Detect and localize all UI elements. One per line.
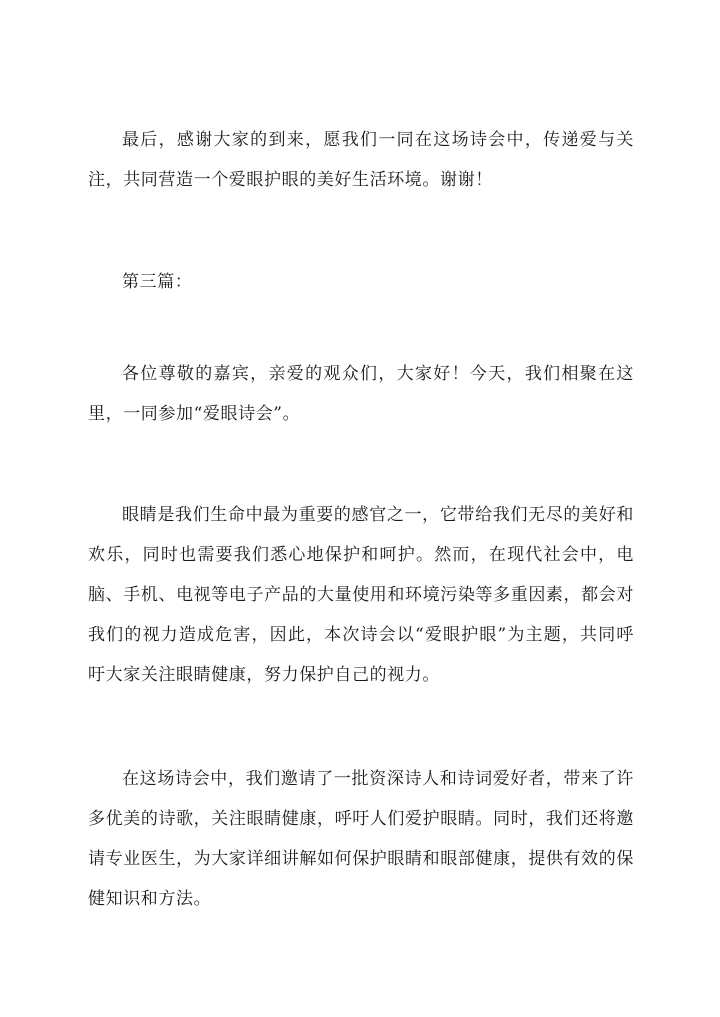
section-heading: 第三篇： [122, 272, 193, 292]
event-description-paragraph: 在这场诗会中，我们邀请了一批资深诗人和诗词爱好者，带来了许多优美的诗歌，关注眼睛健康，呼吁人们爱护眼睛。同时，我们还将邀请专业医生，为大家详细讲解如何保护眼睛和眼部健康，提供有效的保健知识和方法。 [88, 769, 634, 909]
greeting-paragraph: 各位尊敬的嘉宾，亲爱的观众们，大家好！今天，我们相聚在这里，一同参加“爱眼诗会”。 [88, 364, 634, 424]
eye-health-paragraph: 眼睛是我们生命中最为重要的感官之一，它带给我们无尽的美好和欢乐，同时也需要我们悉心地保护和呵护。然而，在现代社会中，电脑、手机、电视等电子产品的大量使用和环境污染等多重因素，都会对我们的视力造成危害，因此，本次诗会以“爱眼护眼”为主题，共同呼吁大家关注眼睛健康，努力保护自己的视力。 [88, 505, 634, 685]
closing-paragraph: 最后，感谢大家的到来，愿我们一同在这场诗会中，传递爱与关注，共同营造一个爱眼护眼的美好生活环境。谢谢！ [88, 130, 634, 190]
